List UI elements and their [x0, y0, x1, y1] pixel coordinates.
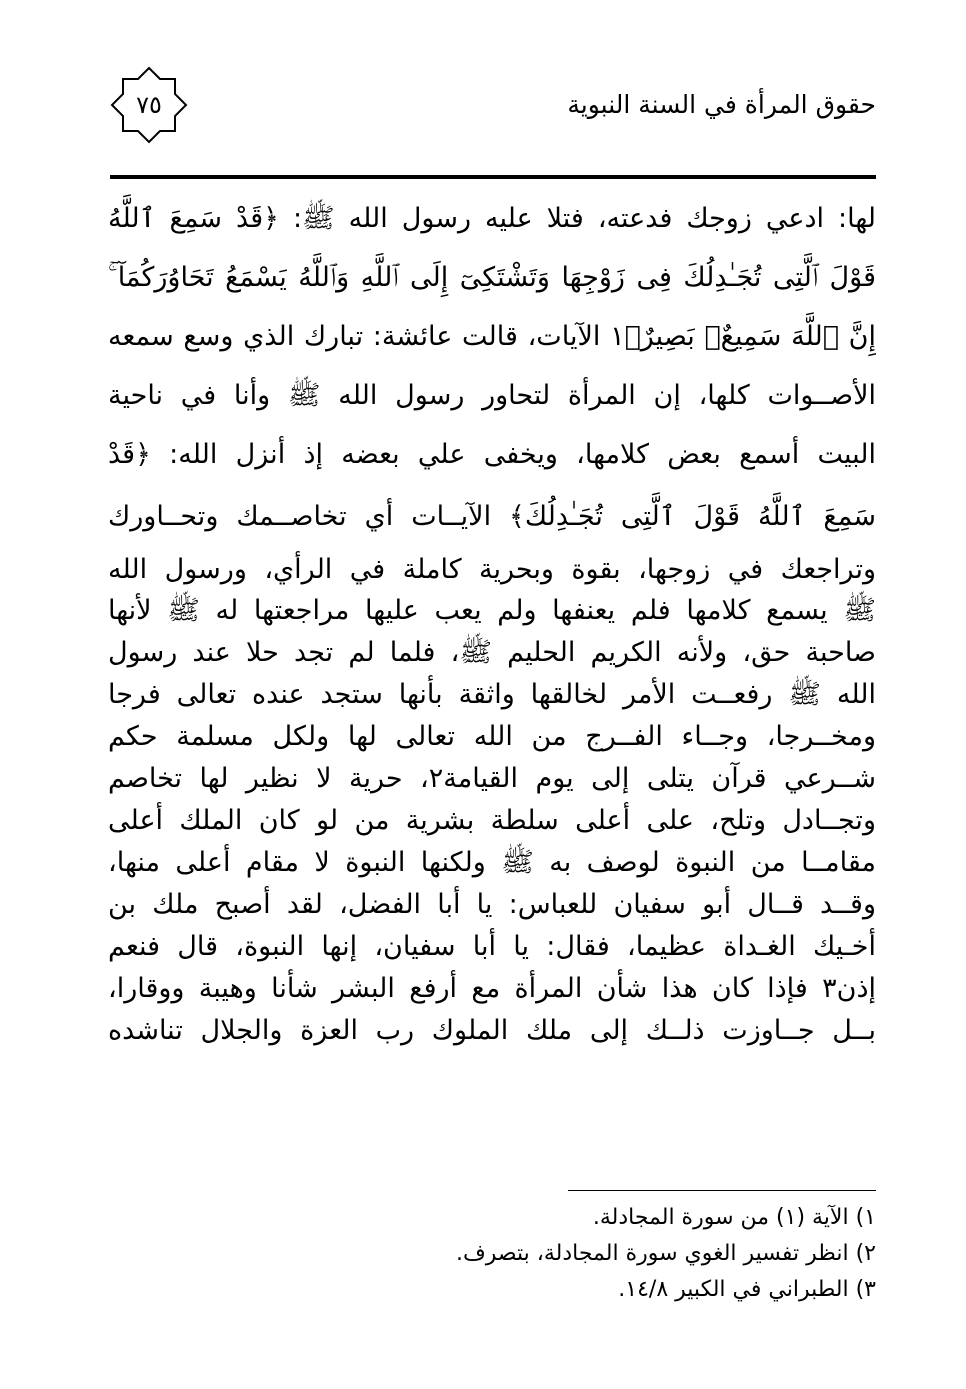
footnote: ٢) انظر تفسير الغوي سورة المجادلة، بتصرف. — [455, 1241, 876, 1266]
body-line: وتجــادل وتلح، على أعلى سلطة بشرية من لو كان الملك أعلى — [108, 805, 876, 836]
footnotes — [400, 1200, 876, 1308]
body-line: إِنَّ ٱللَّهَ سَمِيعٌۢ بَصِيرٌ﴾١ الآيات، قالت عائشة: تبارك الذي وسع سمعه — [108, 321, 876, 352]
body-line: الأصــوات كلها، إن المرأة لتحاور رسول الله ﷺ وأنا في ناحية — [108, 380, 876, 411]
body-line: شــرعي قرآن يتلى إلى يوم القيامة٢، حرية لا نظير لها تخاصم — [108, 763, 876, 794]
body-line: أخـيك الغـداة عظيما، فقال: يا أبا سفيان، إنها النبوة، قال فنعم — [108, 931, 876, 962]
body-line: الله ﷺ رفعــت الأمر لخالقها واثقة بأنها ستجد عنده تعالى فرجا — [108, 679, 876, 710]
body-line: وقــد قــال أبو سفيان للعباس: يا أبا الفضل، لقد أصبح ملك بن — [108, 889, 876, 920]
header-rule — [110, 175, 876, 179]
body-line: ومخــرجا، وجــاء الفــرج من الله تعالى لها ولكل مسلمة حكم — [108, 721, 876, 752]
body-line: لها: ادعي زوجك فدعته، فتلا عليه رسول الله ﷺ: ﴿قَدْ سَمِعَ ٱللَّهُ — [108, 203, 876, 234]
body-line: صاحبة حق، ولأنه الكريم الحليم ﷺ، فلما لم تجد حلا عند رسول — [108, 637, 876, 668]
body-line: ﷺ يسمع كلامها فلم يعنفها ولم يعب عليها مراجعتها له ﷺ لأنها — [108, 595, 876, 626]
footnote: ٣) الطبراني في الكبير ١٤/٨. — [618, 1277, 876, 1302]
footnote: ١) الآية (١) من سورة المجادلة. — [592, 1205, 876, 1230]
body-line: سَمِعَ ٱللَّهُ قَوْلَ ٱلَّتِى تُجَـٰدِلُكَ﴾ الآيــات أي تخاصــمك وتحــاورك — [108, 501, 876, 532]
body-line: بــل جــاوزت ذلــك إلى ملك الملوك رب العزة والجلال تناشده — [108, 1015, 876, 1046]
body-line: وتراجعك في زوجها، بقوة وبحرية كاملة في الرأي، ورسول الله — [108, 554, 876, 585]
page-number: ٧٥ — [136, 91, 162, 119]
book-title: حقوق المرأة في السنة النبوية — [567, 90, 876, 119]
footnote-separator — [568, 1190, 876, 1191]
body-line: مقامــا من النبوة لوصف به ﷺ ولكنها النبوة لا مقام أعلى منها، — [108, 847, 876, 878]
body-text — [108, 190, 876, 1052]
page-number-badge — [110, 66, 188, 144]
page-header — [110, 60, 876, 170]
body-line: البيت أسمع بعض كلامها، ويخفى علي بعضه إذ أنزل الله: ﴿قَدْ — [108, 439, 876, 470]
body-line: قَوْلَ ٱلَّتِى تُجَـٰدِلُكَ فِى زَوْجِهَا وَتَشْتَكِىٓ إِلَى ٱللَّهِ وَٱللَّهُ يَسْمَعُ تَحَاوُرَكُمَآ ۚ — [108, 262, 876, 293]
body-line: إذن٣ فإذا كان هذا شأن المرأة مع أرفع البشر شأنا وهيبة ووقارا، — [108, 973, 876, 1004]
